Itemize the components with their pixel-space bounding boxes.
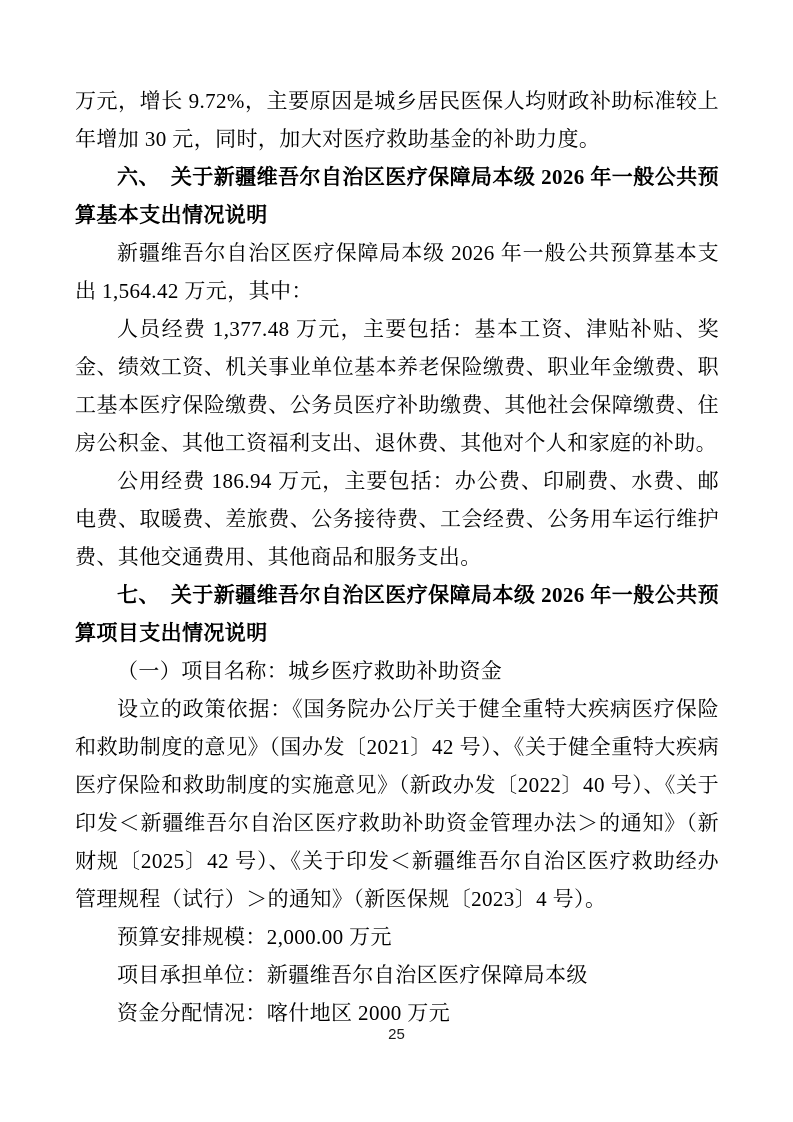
section-heading-seven-project-expenditure: 七、 关于新疆维吾尔自治区医疗保障局本级 2026 年一般公共预算项目支出情况说明: [75, 583, 719, 645]
paragraph-basic-expenditure-total: 新疆维吾尔自治区医疗保障局本级 2026 年一般公共预算基本支出 1,564.42 万元，其中：: [75, 241, 719, 303]
page-number: 25: [388, 1026, 405, 1043]
paragraph-personnel-funds: 人员经费 1,377.48 万元，主要包括：基本工资、津贴补贴、奖金、绩效工资、机关事业单位基本养老保险缴费、职业年金缴费、职工基本医疗保险缴费、公务员医疗补助缴费、其他社会保障缴费、住房公积金、其他工资福利支出、退休费、其他对个人和家庭的补助。: [75, 317, 719, 455]
document-body: [75, 82, 719, 1032]
paragraph-fund-allocation: 资金分配情况：喀什地区 2000 万元: [117, 1001, 451, 1025]
paragraph-project-name: （一）项目名称：城乡医疗救助补助资金: [117, 659, 503, 683]
paragraph-public-funds: 公用经费 186.94 万元，主要包括：办公费、印刷费、水费、邮电费、取暖费、差旅费、公务接待费、工会经费、公务用车运行维护费、其他交通费用、其他商品和服务支出。: [75, 469, 719, 569]
paragraph-budget-scale: 预算安排规模：2,000.00 万元: [117, 925, 392, 949]
paragraph-policy-basis: 设立的政策依据：《国务院办公厅关于健全重特大疾病医疗保险和救助制度的意见》（国办发〔2021〕42 号）、《关于健全重特大疾病医疗保险和救助制度的实施意见》（新政办发〔2022〕40 号）、《关于印发＜新疆维吾尔自治区医疗救助补助资金管理办法＞的通知》（新财规〔2025〕42 号）、《关于印发＜新疆维吾尔自治区医疗救助经办管理规程（试行）＞的通知》（新医保规〔2023〕4 号）。: [75, 697, 719, 911]
section-heading-six-basic-expenditure: 六、 关于新疆维吾尔自治区医疗保障局本级 2026 年一般公共预算基本支出情况说明: [75, 165, 719, 227]
paragraph-undertaking-unit: 项目承担单位：新疆维吾尔自治区医疗保障局本级: [117, 963, 588, 987]
paragraph-growth-explanation: 万元，增长 9.72%，主要原因是城乡居民医保人均财政补助标准较上年增加 30 元，同时，加大对医疗救助基金的补助力度。: [75, 89, 719, 151]
